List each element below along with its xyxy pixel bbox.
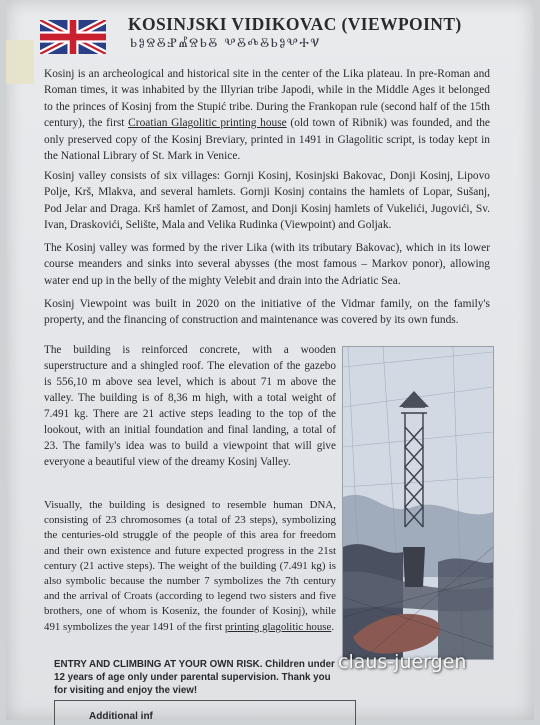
uk-flag-icon (40, 20, 106, 54)
glagolitic-subtitle: ⰓⰑⰔⰋⰐⰌⰔⰓⰋ ⰂⰋⰄⰋⰓⰑⰂⰀⰜ (130, 36, 321, 51)
paragraph-history (44, 66, 490, 164)
paragraph-villages: Kosinj valley consists of six villages: Gornji Kosinj, Kosinjski Bakovac, Donji Kosinj, Lipovo Polje, Krš, Mlakva, and several hamlets. Gornji Kosinj contains the hamlets of Lopar, Sušanj, Pod Jelar and Draga. Krš hamlet of Zamost, and Donji Kosinj hamlets of Vukelići, Jugovići, Sv. Ivan, Draskovići, Selište, Mala and Velika Rudinka (Viewpoint) and Goljak. (44, 170, 490, 232)
viewpoint-tower-illustration (342, 346, 494, 660)
adhesive-tape (6, 40, 34, 84)
underlined-text: printing glagolitic house (224, 620, 332, 633)
additional-info-label: Additional inf (89, 711, 153, 722)
warning-notice: ENTRY AND CLIMBING AT YOUR OWN RISK. Children under 12 years of age only under parental supervision. Thank you for visiting and enjoy the view! (54, 659, 335, 696)
page-title: KOSINJSKI VIDIKOVAC (VIEWPOINT) (128, 14, 462, 34)
paragraph-river: The Kosinj valley was formed by the river Lika (with its tributary Bakovac), which in its lower course meanders and sinks into several abysses (the most famous – Markov ponor), allowing water end up in the belly of the mighty Velebit and drain into the Adriatic Sea. (44, 242, 490, 287)
additional-info-box (54, 700, 356, 725)
information-board (6, 0, 534, 720)
text-run: Kosinj is an archeological and historical site in the center of the Lika plateau. In pre-Roman and Roman times, it was inhabited by the Illyrian tribe Japodi, while in the Middle Ages it belonged to the princes of Kosinj from the Stupić tribe. During the Frankopan rule (second half of the 15th century), the first (44, 68, 490, 130)
text-run: (old town of Ribnik) was founded, and the only preserved copy of the Kosinj Breviary, printed in 1491 in Glagolitic script, is today kept in the National Library of St. Mark in Venice. (44, 117, 490, 163)
underlined-text: Croatian Glagolitic printing house (128, 117, 287, 130)
text-run: Visually, the building is designed to resemble human DNA, consisting of 23 chromosomes (a total of 23 steps), symbolizing the centuries-old struggle of the people of this area for freedom and their own existence and future expected progress in the 21st century (21 active steps). The weight of the building (7.491 kg) is also symbolic because the number 7 symbolizes the 7th century and the arrival of Croats (according to legend two sisters and five brothers, one of whom is Koseniz, the founder of Kosinj), while 491 symbolizes the year 1491 of the first (44, 499, 336, 633)
paragraph-building: The building is reinforced concrete, with a wooden superstructure and a shingled roof. The elevation of the gazebo is 556,10 m above sea level, which is about 71 m above the valley. The building is of 8,36 m high, with a total weight of 7.491 kg. There are 21 active steps leading to the top of the lookout, with an initial foundation and final landing, a total of 23. The family's idea was to build a viewpoint that will give everyone a beautiful view of the dreamy Kosinj Valley. (44, 344, 336, 468)
paragraph-symbolism (44, 498, 336, 635)
photographer-watermark: claus-juergen (338, 651, 467, 673)
paragraph-viewpoint: Kosinj Viewpoint was built in 2020 on the initiative of the Vidmar family, on the family's property, and the financing of construction and maintenance was covered by its own funds. (44, 298, 490, 327)
text-run: . (331, 620, 335, 633)
